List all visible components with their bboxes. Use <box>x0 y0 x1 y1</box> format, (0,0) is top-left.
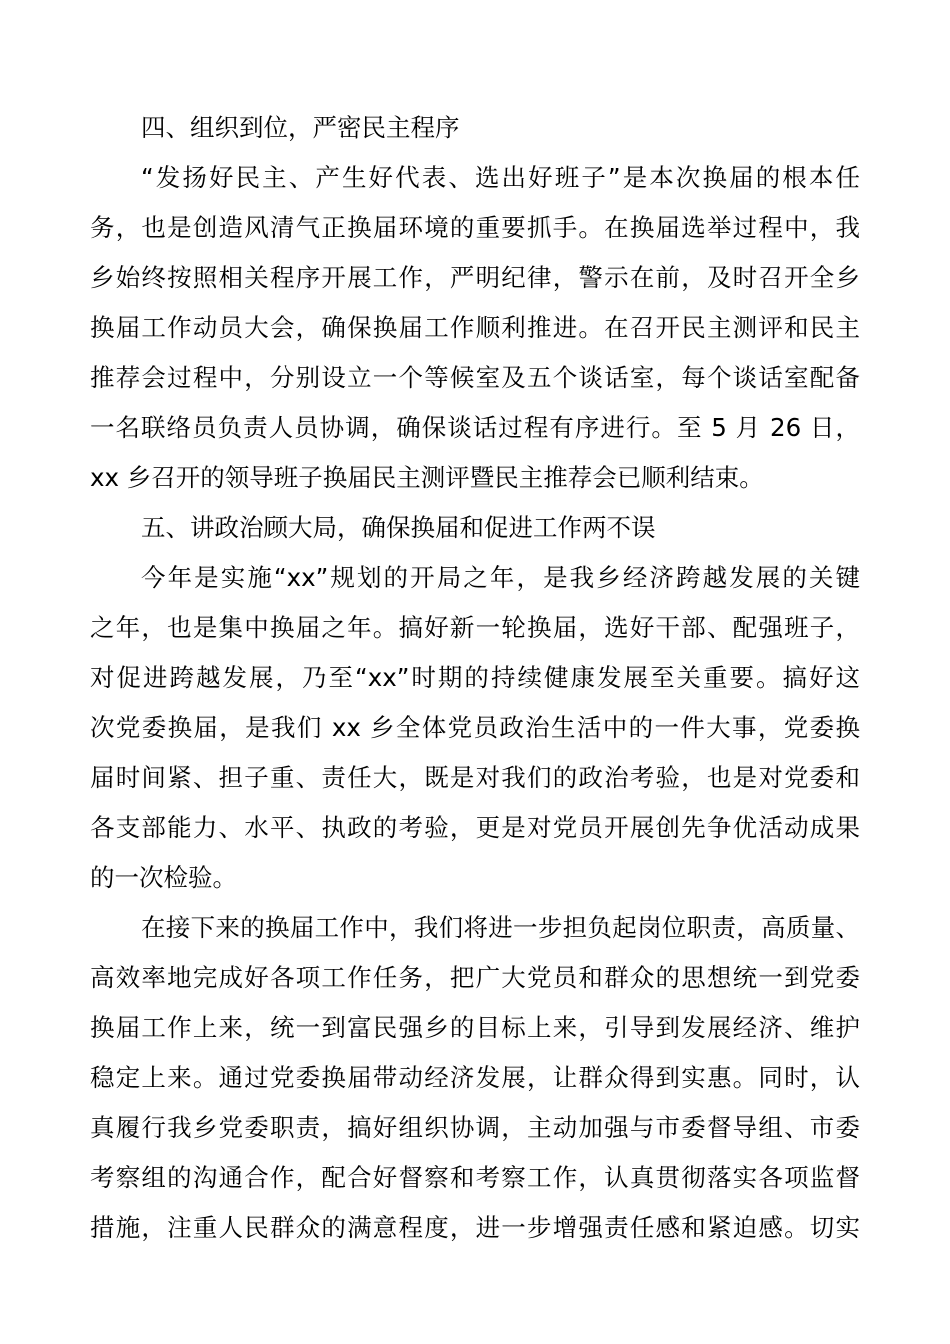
paragraph-line: xx 乡召开的领导班子换届民主测评暨民主推荐会已顺利结束。 <box>90 463 764 492</box>
paragraph-line: 次党委换届，是我们 xx 乡全体党员政治生活中的一件大事，党委换 <box>90 713 860 742</box>
paragraph-line: 稳定上来。通过党委换届带动经济发展，让群众得到实惠。同时，认 <box>90 1063 860 1092</box>
document-body <box>90 103 860 1253</box>
paragraph-line: 今年是实施“xx”规划的开局之年，是我乡经济跨越发展的关键 <box>141 563 860 592</box>
paragraph-line: 换届工作动员大会，确保换届工作顺利推进。在召开民主测评和民主 <box>90 313 860 342</box>
paragraph-line: 对促进跨越发展，乃至“xx”时期的持续健康发展至关重要。搞好这 <box>90 663 860 692</box>
section-heading-5: 五、讲政治顾大局，确保换届和促进工作两不误 <box>141 513 656 542</box>
paragraph-line: 之年，也是集中换届之年。搞好新一轮换届，选好干部、配强班子， <box>90 613 860 642</box>
paragraph-line: 真履行我乡党委职责，搞好组织协调，主动加强与市委督导组、市委 <box>90 1113 860 1142</box>
paragraph-line: 一名联络员负责人员协调，确保谈话过程有序进行。至 5 月 26 日， <box>90 413 860 442</box>
paragraph-line: 届时间紧、担子重、责任大，既是对我们的政治考验，也是对党委和 <box>90 763 860 792</box>
section-heading-4: 四、组织到位，严密民主程序 <box>141 113 460 142</box>
paragraph-line: 乡始终按照相关程序开展工作，严明纪律，警示在前，及时召开全乡 <box>90 263 860 292</box>
paragraph-line: 措施，注重人民群众的满意程度，进一步增强责任感和紧迫感。切实 <box>90 1213 860 1242</box>
paragraph-line: “发扬好民主、产生好代表、选出好班子”是本次换届的根本任 <box>141 163 860 192</box>
paragraph-line: 推荐会过程中，分别设立一个等候室及五个谈话室，每个谈话室配备 <box>90 363 860 392</box>
paragraph-line: 各支部能力、水平、执政的考验，更是对党员开展创先争优活动成果 <box>90 813 860 842</box>
paragraph-line: 换届工作上来，统一到富民强乡的目标上来，引导到发展经济、维护 <box>90 1013 860 1042</box>
paragraph-line: 考察组的沟通合作，配合好督察和考察工作，认真贯彻落实各项监督 <box>90 1163 860 1192</box>
paragraph-line: 的一次检验。 <box>90 863 237 892</box>
paragraph-line: 务，也是创造风清气正换届环境的重要抓手。在换届选举过程中，我 <box>90 213 860 242</box>
paragraph-line: 在接下来的换届工作中，我们将进一步担负起岗位职责，高质量、 <box>141 913 860 942</box>
paragraph-line: 高效率地完成好各项工作任务，把广大党员和群众的思想统一到党委 <box>90 963 860 992</box>
